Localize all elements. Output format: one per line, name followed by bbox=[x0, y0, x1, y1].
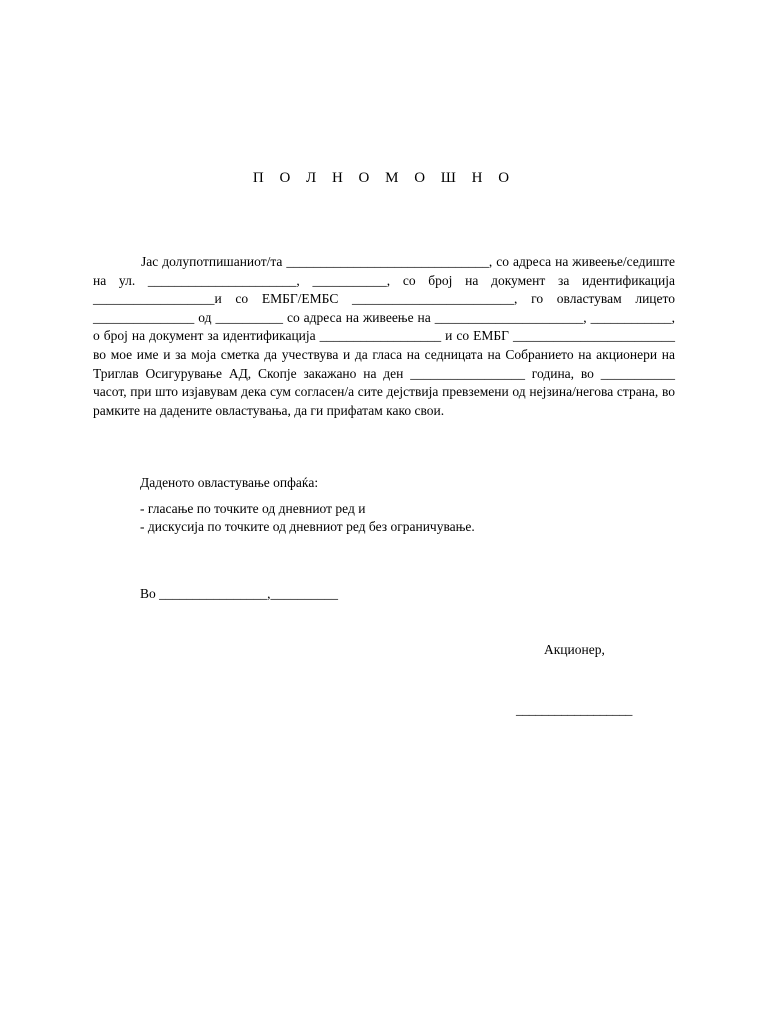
scope-item-discussion: - дискусија по точките од дневниот ред без ограничување. bbox=[140, 519, 475, 535]
authorization-scope bbox=[140, 474, 660, 537]
document-title: П О Л Н О М О Ш Н О bbox=[252, 170, 516, 186]
signature-line: __________________ bbox=[516, 702, 633, 717]
shareholder-label: Акционер, bbox=[544, 642, 605, 657]
scope-heading: Даденото овластување опфаќа: bbox=[140, 475, 319, 490]
place-date-line: Во ________________,__________ bbox=[140, 586, 339, 601]
authorization-paragraph: Јас долупотпишаниот/та ______________________________, со адреса на живеење/седиште на ул. ______________________, ___________, со број на документ за идентификација __________________и со ЕМБГ/ЕМБС ________________________, го овластувам лицето _______________ од __________ со адреса на живеење на ______________________, ____________, о број на документ за идентификација __________________ и со ЕМБГ ________________________ во мое име и за моја сметка да учествува и да гласа на седницата на Собранието на акционери на Триглав Осигурување АД, Скопје закажано на ден _________________ година, во ___________ часот, при што изјавувам дека сум согласен/а сите дејствија превземени од нејзина/негова страна, во рамките на дадените овластувања, да ги прифатам како свои. bbox=[93, 254, 675, 418]
scope-item-voting: - гласање по точките од дневниот ред и bbox=[140, 500, 366, 516]
